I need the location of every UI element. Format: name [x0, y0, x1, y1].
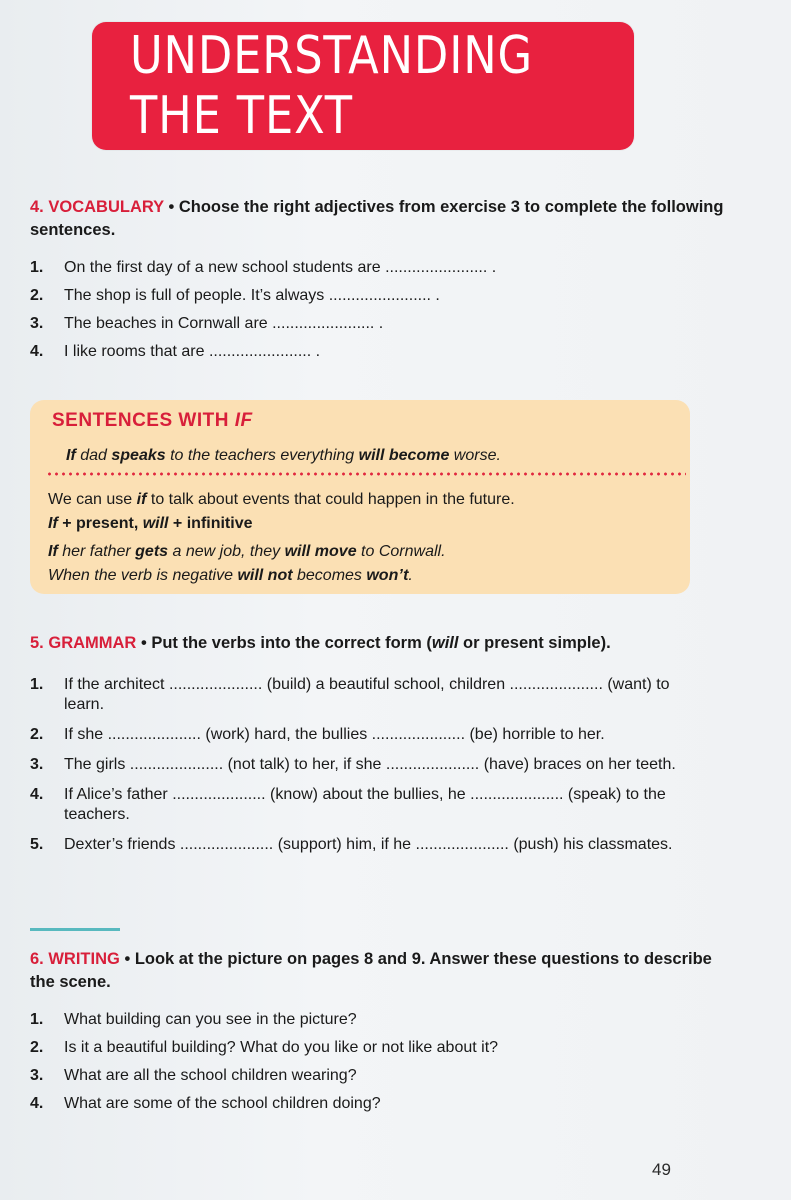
item-text: On the first day of a new school students are ....................... .: [64, 259, 497, 276]
if-word: If: [66, 447, 76, 464]
item-text: If Alice’s father ..................... (know) about the bullies, he ..................... (speak) to the teachers.: [64, 786, 666, 823]
if-title-text: SENTENCES WITH: [52, 410, 235, 431]
item-text: Dexter’s friends ..................... (support) him, if he ..................... (push) his classmates.: [64, 836, 673, 853]
vocabulary-list: [30, 258, 740, 362]
section-instruction: or present simple).: [458, 634, 611, 652]
item-number: 5.: [30, 836, 44, 853]
bold-verb: will move: [284, 543, 357, 560]
vocabulary-heading: [30, 196, 740, 242]
list-item: [30, 1038, 740, 1058]
list-item: [30, 785, 740, 825]
text: to the teachers everything: [165, 447, 359, 464]
if-example-2: [48, 542, 446, 562]
item-text: What are all the school children wearing?: [64, 1067, 357, 1084]
will-word: will: [431, 634, 459, 652]
item-text: What are some of the school children doing?: [64, 1095, 381, 1112]
section-divider: [30, 928, 120, 931]
text: dad: [75, 447, 112, 464]
will-word: will: [142, 515, 169, 532]
list-item: [30, 725, 740, 745]
if-word: If: [48, 543, 58, 560]
item-text: The beaches in Cornwall are ....................... .: [64, 315, 384, 332]
list-item: [30, 755, 740, 775]
item-number: 4.: [30, 1095, 44, 1112]
banner-title: UNDERSTANDING THE TEXT: [129, 26, 534, 146]
page-number: 49: [652, 1160, 671, 1179]
item-number: 4.: [30, 343, 44, 360]
section-instruction: • Look at the picture on pages 8 and 9. Answer these questions to describe the scene.: [30, 950, 712, 991]
list-item: [30, 1094, 740, 1114]
item-text: If she ..................... (work) hard, the bullies ..................... (be) horrible to her.: [64, 726, 605, 743]
if-rule: [48, 514, 253, 534]
item-number: 2.: [30, 1039, 44, 1056]
item-number: 1.: [30, 676, 44, 693]
item-text: The shop is full of people. It’s always ....................... .: [64, 287, 440, 304]
grammar-section: [30, 632, 740, 865]
if-negative: [48, 566, 413, 586]
if-box-title: [52, 410, 253, 432]
section-instruction: • Put the verbs into the correct form (: [140, 634, 432, 652]
item-number: 2.: [30, 726, 44, 743]
if-word: If: [48, 515, 58, 532]
section-number: 4.: [30, 198, 44, 216]
list-item: [30, 1010, 740, 1030]
list-item: [30, 258, 740, 278]
text: to Cornwall.: [356, 543, 446, 560]
if-word: if: [136, 491, 147, 508]
grammar-heading: [30, 632, 740, 655]
list-item: [30, 342, 740, 362]
section-keyword: VOCABULARY: [48, 198, 164, 216]
grammar-list: [30, 675, 740, 855]
text: worse.: [449, 447, 501, 464]
text: .: [408, 567, 413, 584]
text: a new job, they: [168, 543, 285, 560]
list-item: [30, 314, 740, 334]
list-item: [30, 675, 740, 715]
text: + present,: [57, 515, 143, 532]
section-keyword: GRAMMAR: [48, 634, 137, 652]
list-item: [30, 1066, 740, 1086]
item-number: 3.: [30, 756, 44, 773]
text: becomes: [292, 567, 367, 584]
writing-section: [30, 948, 740, 1122]
title-banner: [92, 22, 634, 150]
bold-verb: gets: [135, 543, 169, 560]
item-number: 1.: [30, 259, 44, 276]
section-number: 6.: [30, 950, 44, 968]
text: We can use: [48, 491, 137, 508]
item-number: 3.: [30, 1067, 44, 1084]
dotted-divider: [46, 472, 686, 476]
item-text: If the architect ..................... (build) a beautiful school, children ..................... (want) to learn.: [64, 676, 670, 713]
writing-heading: [30, 948, 740, 994]
item-text: Is it a beautiful building? What do you like or not like about it?: [64, 1039, 499, 1056]
section-instruction: • Choose the right adjectives from exercise 3 to complete the following sentences.: [30, 198, 724, 239]
vocabulary-section: [30, 196, 740, 370]
item-text: I like rooms that are ....................... .: [64, 343, 321, 360]
bold-verb: will not: [237, 567, 293, 584]
list-item: [30, 835, 740, 855]
item-number: 3.: [30, 315, 44, 332]
if-explanation: [48, 490, 515, 510]
section-keyword: WRITING: [48, 950, 120, 968]
text: When the verb is negative: [48, 567, 238, 584]
section-number: 5.: [30, 634, 44, 652]
item-number: 4.: [30, 786, 44, 803]
item-number: 2.: [30, 287, 44, 304]
bold-verb: will become: [358, 447, 450, 464]
text: her father: [57, 543, 136, 560]
item-text: What building can you see in the picture?: [64, 1011, 357, 1028]
text: + infinitive: [168, 515, 253, 532]
text: to talk about events that could happen in the future.: [146, 491, 515, 508]
if-grammar-box: [30, 400, 690, 594]
writing-list: [30, 1010, 740, 1114]
bold-verb: speaks: [111, 447, 166, 464]
bold-verb: won’t: [366, 567, 409, 584]
list-item: [30, 286, 740, 306]
item-number: 1.: [30, 1011, 44, 1028]
item-text: The girls ..................... (not talk) to her, if she ..................... (have) braces on her teeth.: [64, 756, 676, 773]
if-title-if: IF: [234, 410, 253, 431]
if-example: [66, 446, 501, 466]
